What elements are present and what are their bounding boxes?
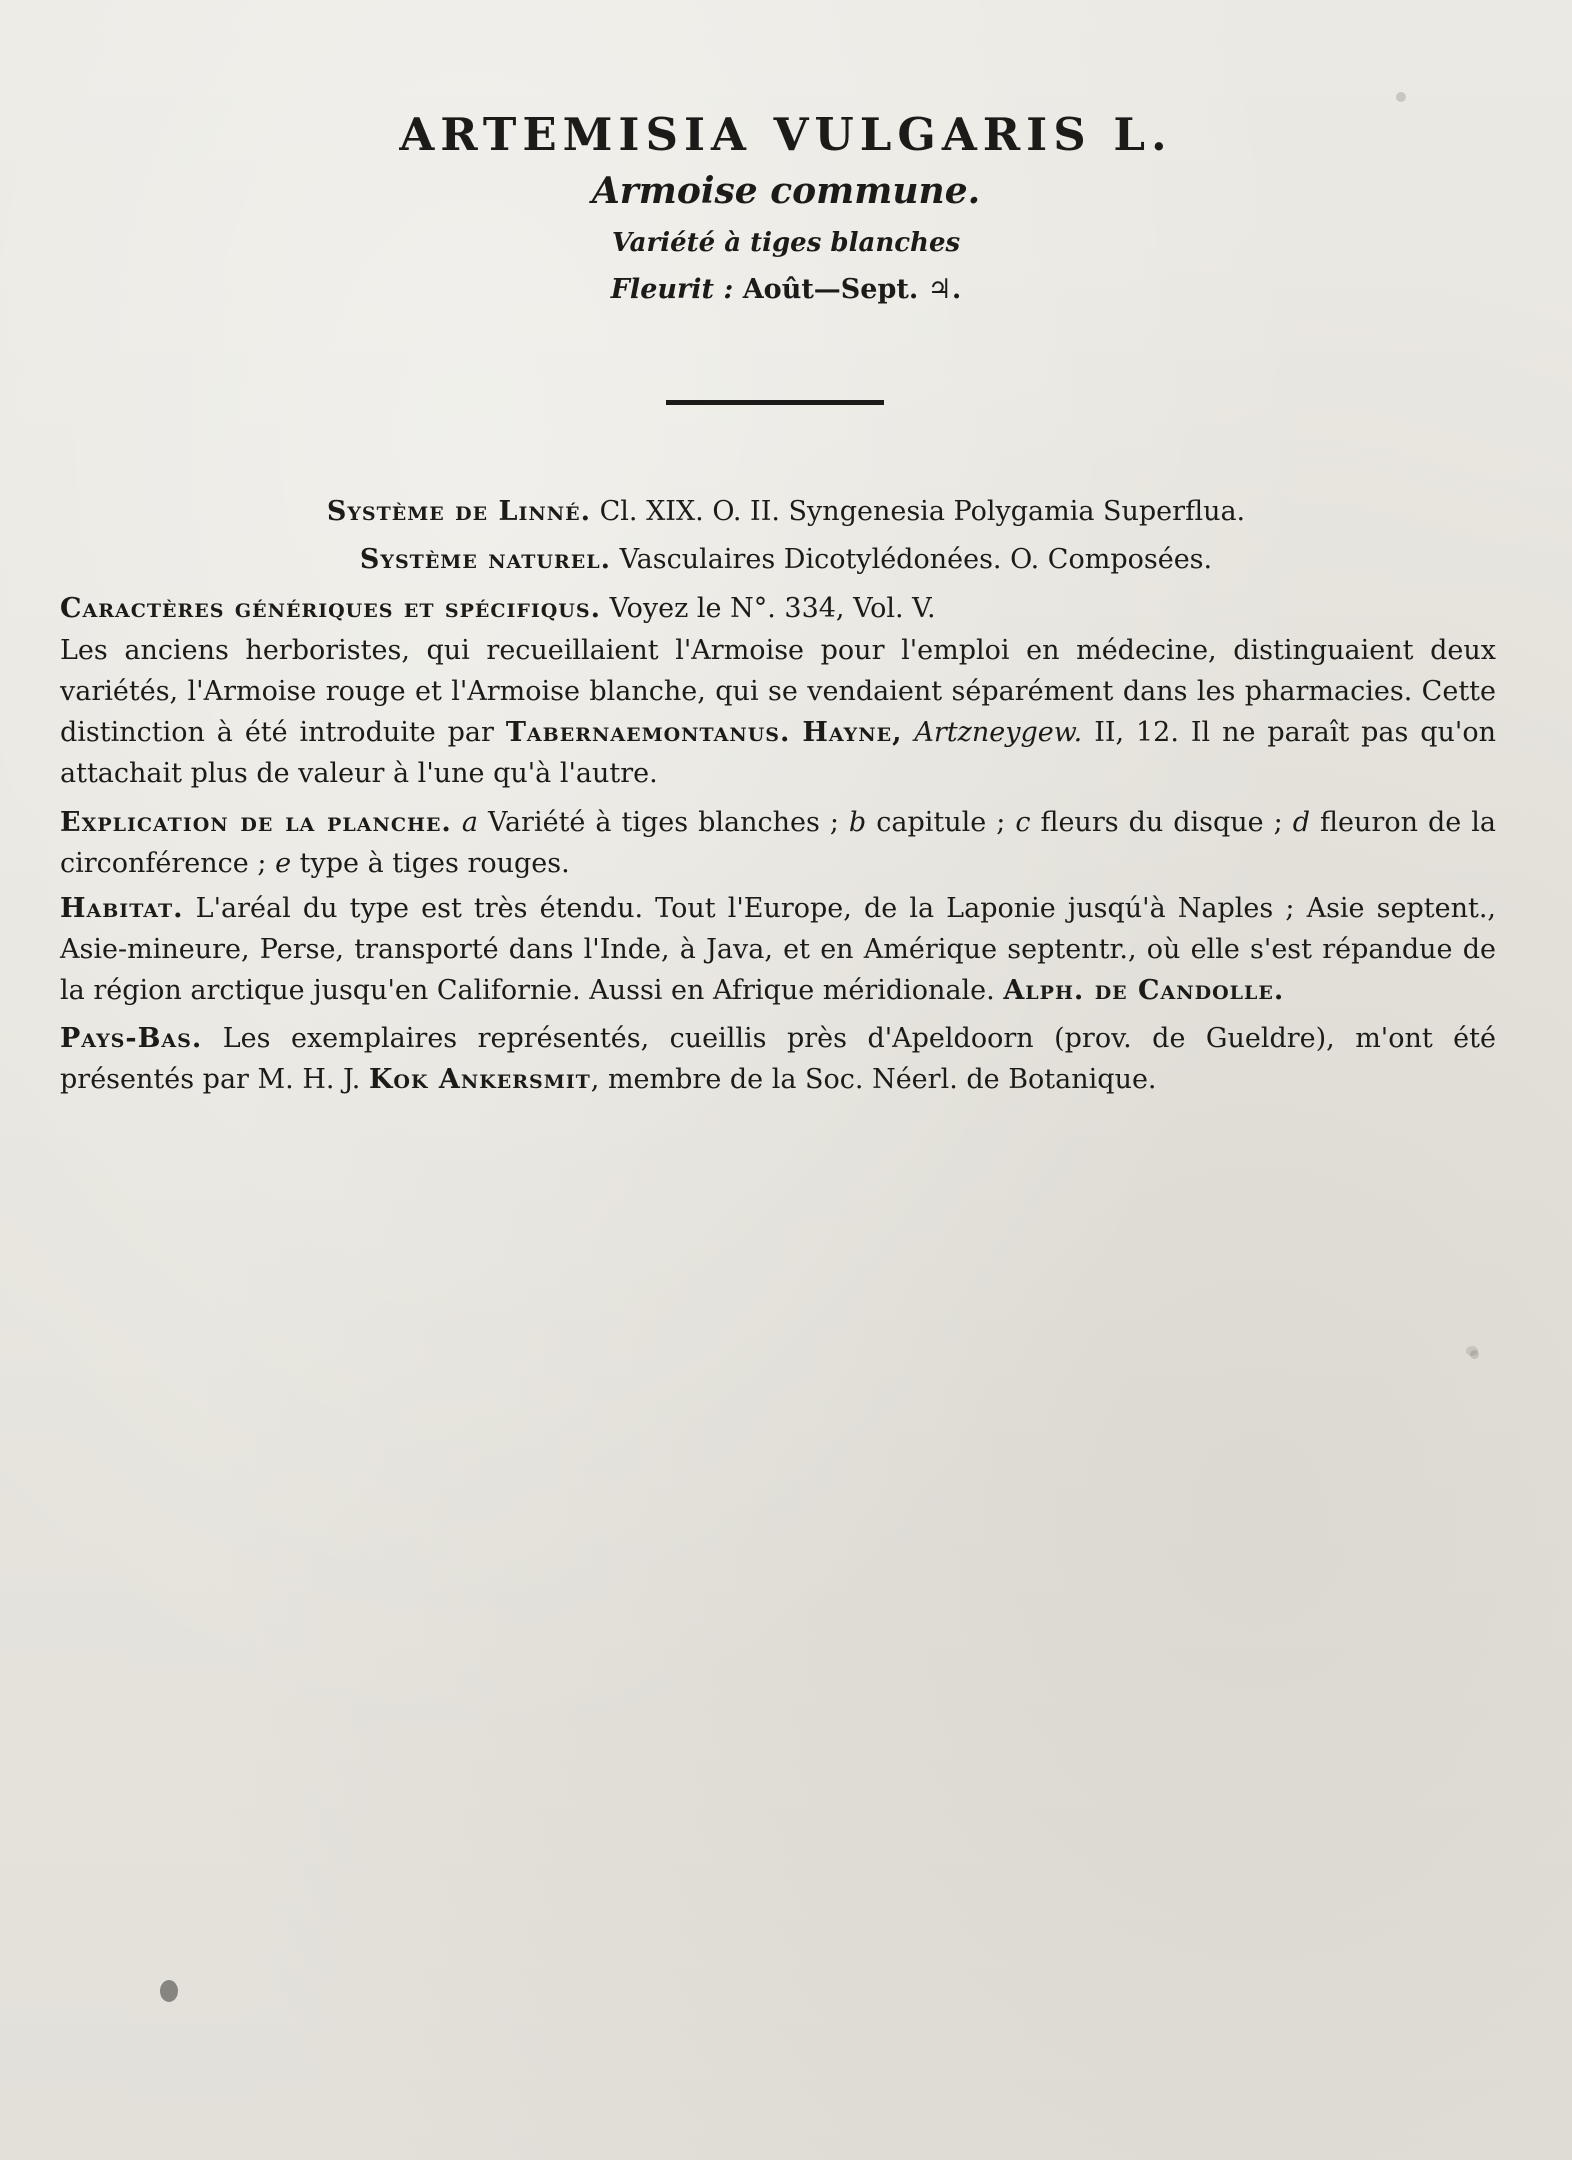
naturel-label: Système naturel. xyxy=(359,544,612,575)
pays-bas-text-end: , membre de la Soc. Néerl. de Botanique. xyxy=(590,1064,1157,1095)
figure-letter-b: b xyxy=(848,807,867,838)
common-name: Armoise commune. xyxy=(591,170,981,212)
explication-paragraph xyxy=(60,802,1496,884)
figure-letter-a: a xyxy=(461,807,478,838)
paper-speck xyxy=(1466,1346,1478,1356)
pays-bas-person: Kok Ankersmit xyxy=(368,1064,591,1095)
caracteres-text: Voyez le N°. 334, Vol. V. xyxy=(609,593,936,624)
linne-text: Cl. XIX. O. II. Syngenesia Polygamia Superflua. xyxy=(599,496,1246,527)
pays-bas-text: Les exemplaires représentés, cueillis près d'Apeldoorn (prov. de Gueldre), m'ont été présentés par M. H. J. xyxy=(60,1023,1496,1095)
figure-letter-c: c xyxy=(1015,807,1031,838)
author-hayne: Hayne, xyxy=(802,717,903,748)
herboristes-paragraph xyxy=(60,630,1496,794)
author-tabernaemontanus: Tabernaemontanus. xyxy=(505,717,791,748)
paper-speck xyxy=(1396,92,1406,102)
linne-label: Système de Linné. xyxy=(326,496,592,527)
figure-letter-e: e xyxy=(275,848,292,879)
habitat-paragraph xyxy=(60,888,1496,1011)
figure-text-e: type à tiges rouges. xyxy=(299,848,570,879)
figure-text-c: fleurs du disque ; xyxy=(1040,807,1283,838)
figure-text-d: fleuron de la circonférence ; xyxy=(60,807,1496,879)
figure-text-b: capitule ; xyxy=(876,807,1006,838)
pays-bas-label: Pays-Bas. xyxy=(60,1023,203,1054)
paper-speck xyxy=(160,1980,178,2002)
natural-system-line xyxy=(0,544,1572,575)
pays-bas-paragraph xyxy=(60,1018,1496,1100)
habitat-text: L'aréal du type est très étendu. Tout l'Europe, de la Laponie jusqú'à Naples ; Asie septent., Asie-mineure, Perse, transporté dans l'Inde, à Java, et en Amérique septentr., où elle s'est répandue de la région arctique jusqu'en Californie. Aussi en Afrique méridionale. xyxy=(60,893,1497,1006)
herboristes-text: Les anciens herboristes, qui recueillaient l'Armoise pour l'emploi en médecine, distinguaient deux variétés, l'Armoise rouge et l'Armoise blanche, qui se vendaient séparément dans les pharmacies. Cette distinction à été introduite par xyxy=(60,635,1496,748)
naturel-text: Vasculaires Dicotylédonées. O. Composées. xyxy=(619,544,1213,575)
title-divider xyxy=(666,400,884,405)
caracteres-paragraph xyxy=(60,588,1496,629)
page-title: ARTEMISIA VULGARIS L. xyxy=(399,108,1173,161)
flowering-value: Août—Sept. ♃. xyxy=(742,274,962,305)
work-title: Artzneygew. xyxy=(914,717,1083,748)
flowering-label: Fleurit : xyxy=(610,274,734,305)
explication-label: Explication de la planche. xyxy=(60,807,452,838)
caracteres-label: Caractères génériques et spécifiqus. xyxy=(60,593,601,624)
variety-name: Variété à tiges blanches xyxy=(611,228,961,258)
habitat-label: Habitat. xyxy=(60,893,184,924)
linne-system-line xyxy=(0,496,1572,527)
herboristes-text-end: II, 12. Il ne paraît pas qu'on attachait plus de valeur à l'une qu'à l'autre. xyxy=(60,717,1496,789)
figure-letter-d: d xyxy=(1292,807,1311,838)
habitat-source: Alph. de Candolle. xyxy=(1003,975,1285,1006)
figure-text-a: Variété à tiges blanches ; xyxy=(487,807,839,838)
flowering-period xyxy=(0,274,1572,305)
